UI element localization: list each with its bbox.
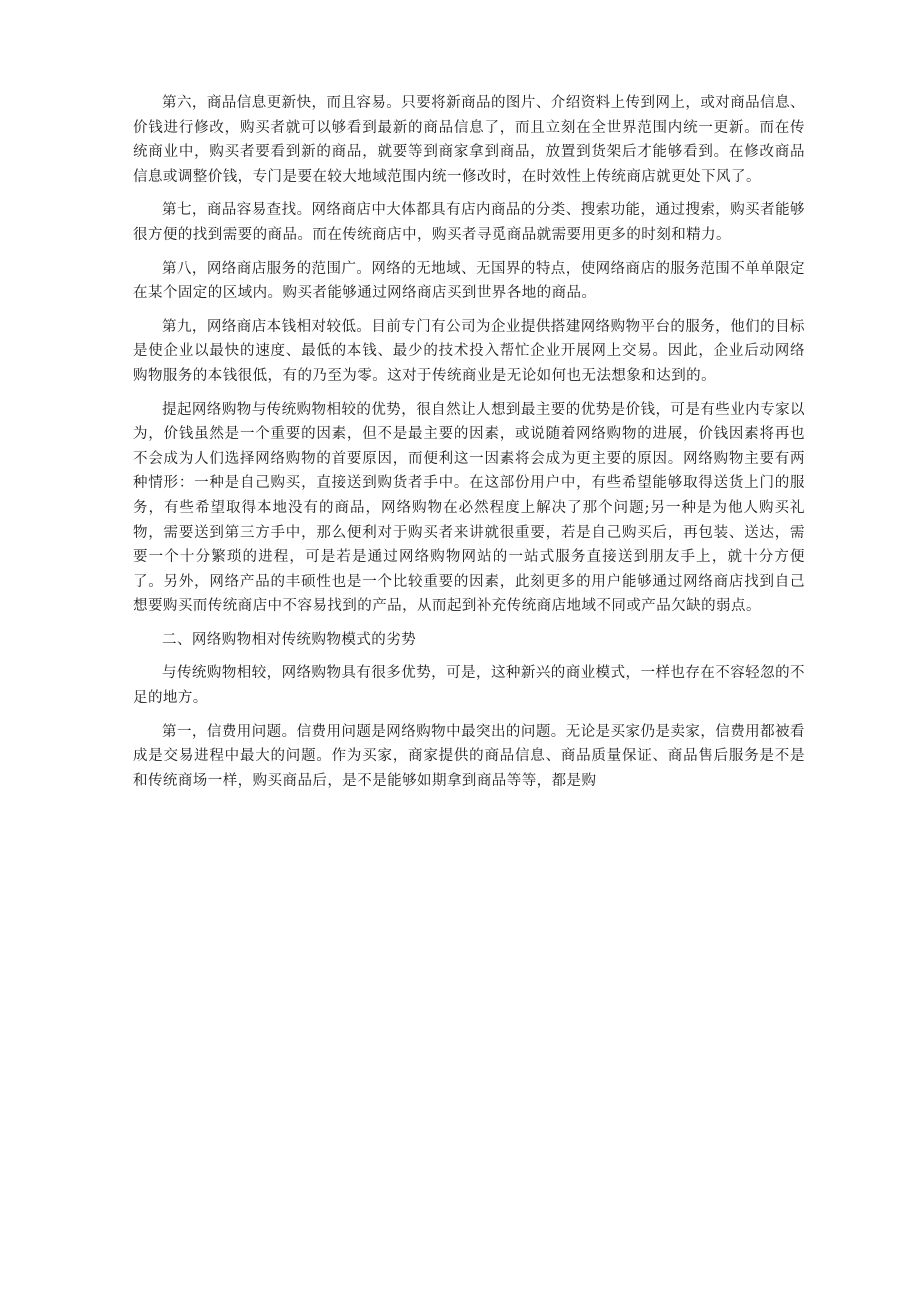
document-body [133, 91, 805, 802]
paragraph-disadvantages-intro: 与传统购物相较，网络购物具有很多优势，可是，这种新兴的商业模式，一样也存在不容轻忽的不足的地方。 [133, 665, 805, 707]
paragraph-credit-issue: 第一，信费用问题。信费用问题是网络购物中最突出的问题。无论是买家仍是卖家，信费用都被看成是交易进程中最大的问题。作为买家，商家提供的商品信息、商品质量保证、商品售后服务是不是和传统商场一样，购买商品后，是不是能够如期拿到商品等等，都是购 [133, 723, 805, 789]
paragraph-point-six: 第六，商品信息更新快，而且容易。只要将新商品的图片、介绍资料上传到网上，或对商品信息、价钱进行修改，购买者就可以够看到最新的商品信息了，而且立刻在全世界范围内统一更新。而在传统商业中，购买者要看到新的商品，就要等到商家拿到商品，放置到货架后才能够看到。在修改商品信息或调整价钱，专门是要在较大地域范围内统一修改时，在时效性上传统商店就更处下风了。 [133, 95, 805, 185]
paragraph-point-seven: 第七，商品容易查找。网络商店中大体都具有店内商品的分类、搜索功能，通过搜索，购买者能够很方便的找到需要的商品。而在传统商店中，购买者寻觅商品就需要用更多的时刻和精力。 [133, 202, 805, 243]
section-heading-disadvantages: 二、网络购物相对传统购物模式的劣势 [162, 631, 417, 648]
paragraph-advantages-summary: 提起网络购物与传统购物相较的优势，很自然让人想到最主要的优势是价钱，可是有些业内专家以为，价钱虽然是一个重要的因素，但不是最主要的因素，或说随着网络购物的进展，价钱因素将再也不会成为人们选择网络购物的首要原因，而便利这一因素将会成为更主要的原因。网络购物主要有两种情形：一种是自己购买，直接送到购货者手中。在这部份用户中，有些希望能够取得送货上门的服务，有些希望取得本地没有的商品，网络购物在必然程度上解决了那个问题;另一种是为他人购买礼物，需要送到第三方手中，那么便利对于购买者来讲就很重要，若是自己购买后，再包装、送达，需要一个十分繁琐的进程，可是若是通过网络购物网站的一站式服务直接送到朋友手上，就十分方便了。另外，网络产品的丰硕性也是一个比较重要的因素，此刻更多的用户能够通过网络商店找到自己想要购买而传统商店中不容易找到的产品，从而起到补充传统商店地域不同或产品欠缺的弱点。 [133, 401, 805, 615]
paragraph-point-nine: 第九，网络商店本钱相对较低。目前专门有公司为企业提供搭建网络购物平台的服务，他们的目标是使企业以最快的速度、最低的本钱、最少的技术投入帮忙企业开展网上交易。因此，企业后动网络购物服务的本钱很低，有的乃至为零。这对于传统商业是无论如何也无法想象和达到的。 [133, 318, 805, 384]
paragraph-point-eight: 第八，网络商店服务的范围广。网络的无地域、无国界的特点，使网络商店的服务范围不单单限定在某个固定的区域内。购买者能够通过网络商店买到世界各地的商品。 [133, 260, 805, 302]
